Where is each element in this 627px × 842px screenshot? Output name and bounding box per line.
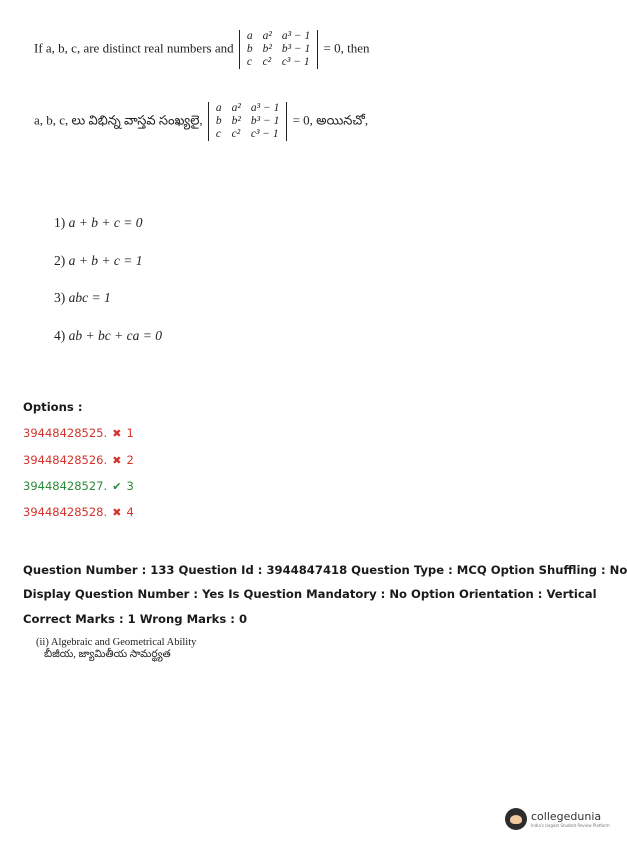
choice-number: 1) <box>54 215 66 230</box>
question-meta-line1: Question Number : 133 Question Id : 3944847418 Question Type : MCQ Option Shuffling : No <box>23 563 627 577</box>
option-id: 39448428527. <box>23 479 108 493</box>
option-row <box>23 505 134 519</box>
check-icon: ✔ <box>112 480 122 493</box>
option-row <box>23 453 134 467</box>
option-value: 4 <box>126 505 134 519</box>
matrix-cell: c <box>215 128 222 140</box>
logo-tagline: India's largest Student Review Platform <box>531 823 610 828</box>
matrix-cell: a <box>215 102 222 114</box>
option-id: 39448428526. <box>23 453 108 467</box>
matrix-cell: a³ − 1 <box>281 30 311 42</box>
cross-icon: ✖ <box>112 506 122 519</box>
matrix-cell: c² <box>231 128 241 140</box>
choice-text: a + b + c = 1 <box>68 253 143 268</box>
question-meta-line3: Correct Marks : 1 Wrong Marks : 0 <box>23 612 248 626</box>
choice-text: ab + bc + ca = 0 <box>68 328 162 343</box>
question-telugu-prefix: a, b, c, లు విభిన్న వాస్తవ సంఖ్యలై, <box>34 112 203 128</box>
choice-2 <box>54 253 142 269</box>
determinant-english <box>239 30 318 69</box>
choice-3 <box>54 290 111 306</box>
matrix-cell: a² <box>231 102 241 114</box>
matrix-cell: b <box>215 115 222 127</box>
matrix-cell: c³ − 1 <box>250 128 279 140</box>
option-value: 1 <box>126 426 134 440</box>
question-telugu-suffix: = 0, అయినచో, <box>292 112 369 128</box>
determinant-telugu <box>208 102 287 141</box>
matrix-cell: b³ − 1 <box>281 43 311 55</box>
options-heading: Options : <box>23 400 83 414</box>
choice-text: a + b + c = 0 <box>68 215 143 230</box>
matrix-cell: b³ − 1 <box>250 115 280 127</box>
cross-icon: ✖ <box>112 454 122 467</box>
choice-1 <box>54 215 142 231</box>
choice-4 <box>54 328 162 344</box>
matrix-cell: b² <box>231 115 241 127</box>
mascot-icon <box>505 808 527 830</box>
question-english-suffix: = 0, then <box>323 40 370 56</box>
choice-number: 3) <box>54 290 66 305</box>
collegedunia-logo <box>505 808 610 830</box>
section-heading <box>36 637 196 661</box>
question-english-prefix: If a, b, c, are distinct real numbers and <box>34 40 234 56</box>
option-row <box>23 479 134 493</box>
section-heading-english: (ii) Algebraic and Geometrical Ability <box>36 637 197 648</box>
option-value: 3 <box>126 479 134 493</box>
question-telugu <box>34 102 368 141</box>
matrix-cell: c³ − 1 <box>281 56 310 68</box>
option-id: 39448428525. <box>23 426 108 440</box>
matrix-cell: b² <box>262 43 272 55</box>
logo-name: collegedunia <box>531 810 602 823</box>
matrix-cell: b <box>246 43 253 55</box>
choice-number: 2) <box>54 253 66 268</box>
choice-number: 4) <box>54 328 66 343</box>
question-meta-line2: Display Question Number : Yes Is Question Mandatory : No Option Orientation : Vertical <box>23 587 597 601</box>
question-english <box>34 30 370 69</box>
matrix-cell: c <box>246 56 252 68</box>
cross-icon: ✖ <box>112 427 122 440</box>
option-id: 39448428528. <box>23 505 108 519</box>
choice-text: abc = 1 <box>68 290 111 305</box>
matrix-cell: a² <box>262 30 272 42</box>
section-heading-telugu: బీజీయ, జ్యామితీయ సామర్థ్యత <box>44 649 171 660</box>
option-row <box>23 426 134 440</box>
matrix-cell: c² <box>262 56 272 68</box>
matrix-cell: a³ − 1 <box>250 102 280 114</box>
matrix-cell: a <box>246 30 253 42</box>
option-value: 2 <box>126 453 134 467</box>
